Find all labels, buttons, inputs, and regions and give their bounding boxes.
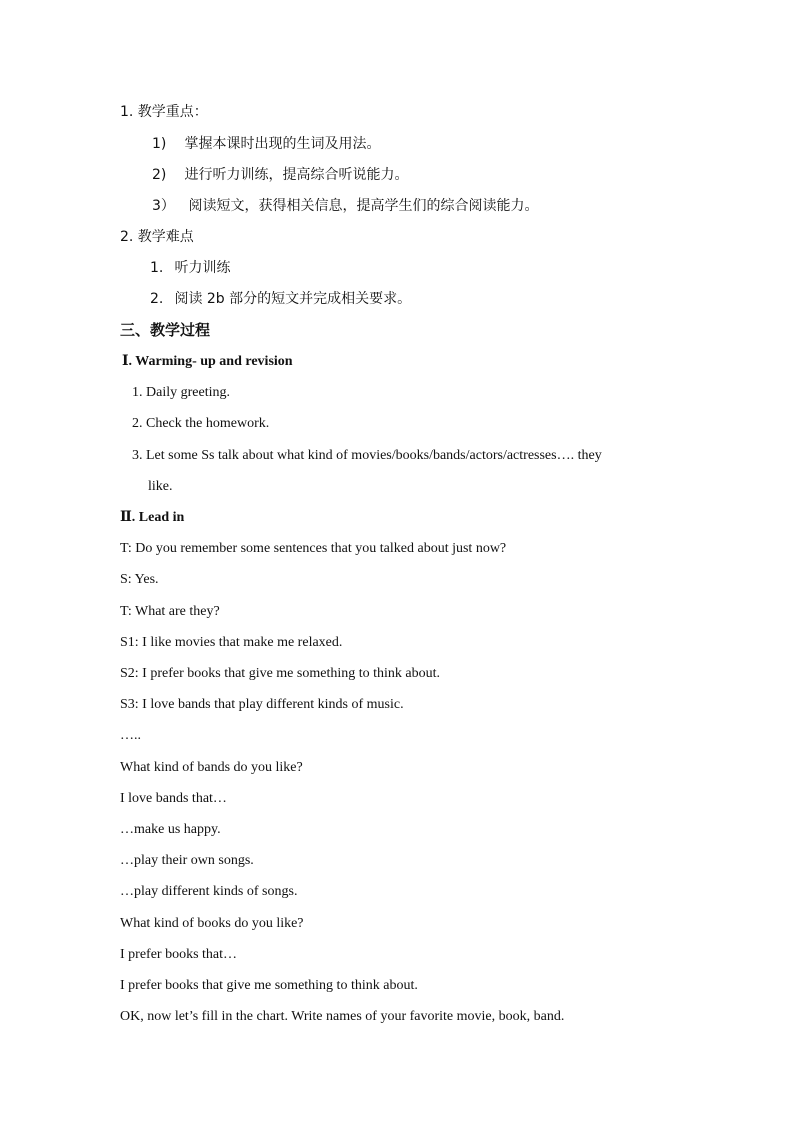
item-number: 1)	[152, 136, 167, 152]
dialogue-line: …make us happy.	[120, 822, 221, 837]
dialogue-line: OK, now let’s fill in the chart. Write names of your favorite movie, book, band.	[120, 1009, 565, 1024]
item-text: 阅读短文，获得相关信息，提高学生们的综合阅读能力。	[188, 198, 539, 214]
warmup-item-1: 1. Daily greeting.	[132, 385, 230, 400]
dialogue-line: S: Yes.	[120, 572, 159, 587]
warmup-heading: Ⅰ. Warming- up and revision	[122, 354, 293, 369]
dialogue-line: …..	[120, 728, 141, 743]
difficulties-heading: 2. 教学难点	[120, 229, 194, 245]
dialogue-line: T: What are they?	[120, 604, 220, 619]
item-text: 阅读 2b 部分的短文并完成相关要求。	[174, 291, 412, 307]
item-number: 2)	[152, 167, 167, 183]
item-number: 2.	[150, 291, 164, 307]
key-point-item-1	[152, 135, 380, 153]
warmup-item-3: 3. Let some Ss talk about what kind of movies/books/bands/actors/actresses…. they	[132, 448, 602, 463]
difficulty-item-2	[150, 290, 411, 308]
key-point-item-3	[152, 197, 538, 215]
warmup-item-2: 2. Check the homework.	[132, 416, 270, 431]
dialogue-line: …play their own songs.	[120, 853, 254, 868]
key-point-item-2	[152, 166, 408, 184]
process-heading: 三、教学过程	[120, 321, 211, 339]
dialogue-line: …play different kinds of songs.	[120, 884, 298, 899]
dialogue-line: I prefer books that…	[120, 947, 238, 962]
item-text: 掌握本课时出现的生词及用法。	[184, 136, 381, 152]
key-points-heading: 1. 教学重点：	[120, 104, 208, 120]
dialogue-line: S3: I love bands that play different kinds of music.	[120, 697, 404, 712]
dialogue-line: What kind of bands do you like?	[120, 760, 303, 775]
item-text: 进行听力训练，提高综合听说能力。	[184, 167, 409, 183]
dialogue-line: S2: I prefer books that give me something to think about.	[120, 666, 441, 681]
dialogue-line: I prefer books that give me something to think about.	[120, 978, 418, 993]
dialogue-line: S1: I like movies that make me relaxed.	[120, 635, 343, 650]
dialogue-line: What kind of books do you like?	[120, 916, 304, 931]
dialogue-line: T: Do you remember some sentences that you talked about just now?	[120, 541, 507, 556]
difficulty-item-1	[150, 259, 230, 277]
item-number: 3）	[152, 198, 175, 214]
item-text: 听力训练	[174, 260, 231, 276]
lead-in-heading: Ⅱ. Lead in	[120, 510, 185, 525]
item-number: 1.	[150, 260, 164, 276]
dialogue-line: I love bands that…	[120, 791, 227, 806]
warmup-item-3-continuation: like.	[148, 479, 173, 494]
